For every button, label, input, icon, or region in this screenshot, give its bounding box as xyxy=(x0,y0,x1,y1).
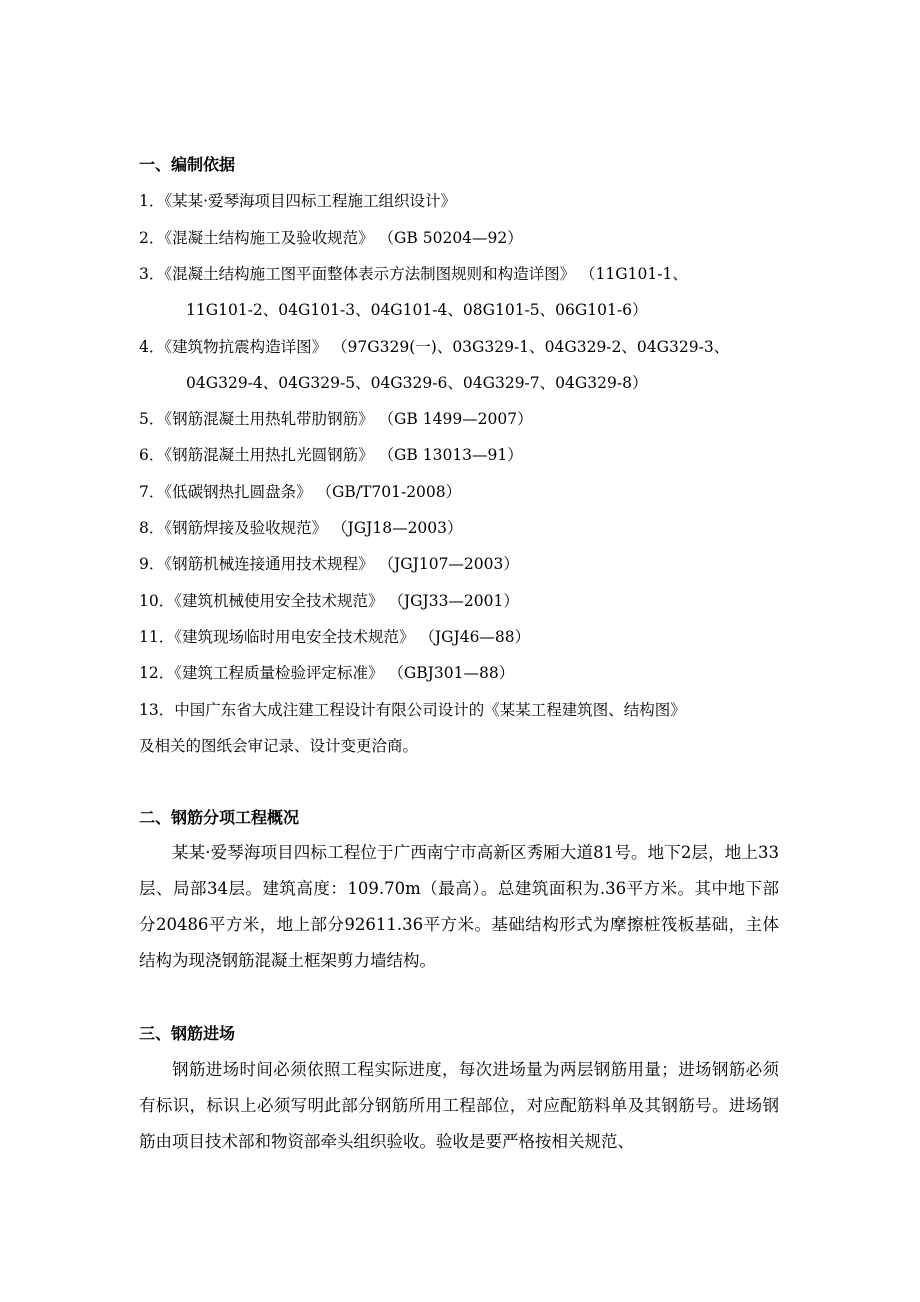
reference-item-2: 2．《混凝土结构施工及验收规范》 （GB 50204—92） xyxy=(139,229,523,247)
reference-item-8: 8．《钢筋焊接及验收规范》 （JGJ18—2003） xyxy=(139,519,463,537)
reference-item-1: 1．《某某·爱琴海项目四标工程施工组织设计》 xyxy=(139,192,457,210)
section3-paragraph: 钢筋进场时间必须依照工程实际进度，每次进场量为两层钢筋用量；进场钢筋必须有标识，标识上必须写明此部分钢筋所用工程部位，对应配筋料单及其钢筋号。进场钢筋由项目技术部和物资部牵头组织验收。验收是要严格按相关规范、 xyxy=(139,1060,779,1151)
reference-item-11: 11．《建筑现场临时用电安全技术规范》 （JGJ46—88） xyxy=(139,628,531,646)
reference-item-5: 5．《钢筋混凝土用热轧带肋钢筋》 （GB 1499—2007） xyxy=(139,410,533,428)
reference-item-10: 10．《建筑机械使用安全技术规范》 （JGJ33—2001） xyxy=(139,592,519,610)
reference-item-4: 4．《建筑物抗震构造详图》 （97G329(一)、03G329-1、04G329-2、04G329-3、 xyxy=(139,338,730,356)
reference-item-3-cont: 11G101-2、04G101-3、04G101-4、08G101-5、06G101-6） xyxy=(186,301,648,319)
section3-heading: 三、钢筋进场 xyxy=(139,1024,236,1043)
reference-item-3: 3．《混凝土结构施工图平面整体表示方法制图规则和构造详图》 （11G101-1、 xyxy=(139,265,688,283)
reference-item-6: 6．《钢筋混凝土用热扎光圆钢筋》 （GB 13013—91） xyxy=(139,446,523,464)
reference-item-9: 9．《钢筋机械连接通用技术规程》 （JGJ107—2003） xyxy=(139,555,519,573)
reference-item-13: 13．中国广东省大成注建工程设计有限公司设计的《某某工程建筑图、结构图》 xyxy=(139,701,686,719)
reference-item-12: 12．《建筑工程质量检验评定标准》 （GBJ301—88） xyxy=(139,664,515,682)
section2-heading: 二、钢筋分项工程概况 xyxy=(139,808,300,827)
section1-heading: 一、编制依据 xyxy=(139,155,236,174)
reference-item-13-cont: 及相关的图纸会审记录、设计变更洽商。 xyxy=(139,737,419,755)
section2-paragraph: 某某·爱琴海项目四标工程位于广西南宁市高新区秀厢大道81号。地下2层，地上33层、局部34层。建筑高度：109.70m（最高）。总建筑面积为.36平方米。其中地下部分20486平方米，地上部分92611.36平方米。基础结构形式为摩擦桩筏板基础，主体结构为现浇钢筋混凝土框架剪力墙结构。 xyxy=(139,843,779,970)
reference-item-4-cont: 04G329-4、04G329-5、04G329-6、04G329-7、04G329-8） xyxy=(186,374,648,392)
reference-item-7: 7．《低碳钢热扎圆盘条》 （GB/T701-2008） xyxy=(139,483,462,501)
